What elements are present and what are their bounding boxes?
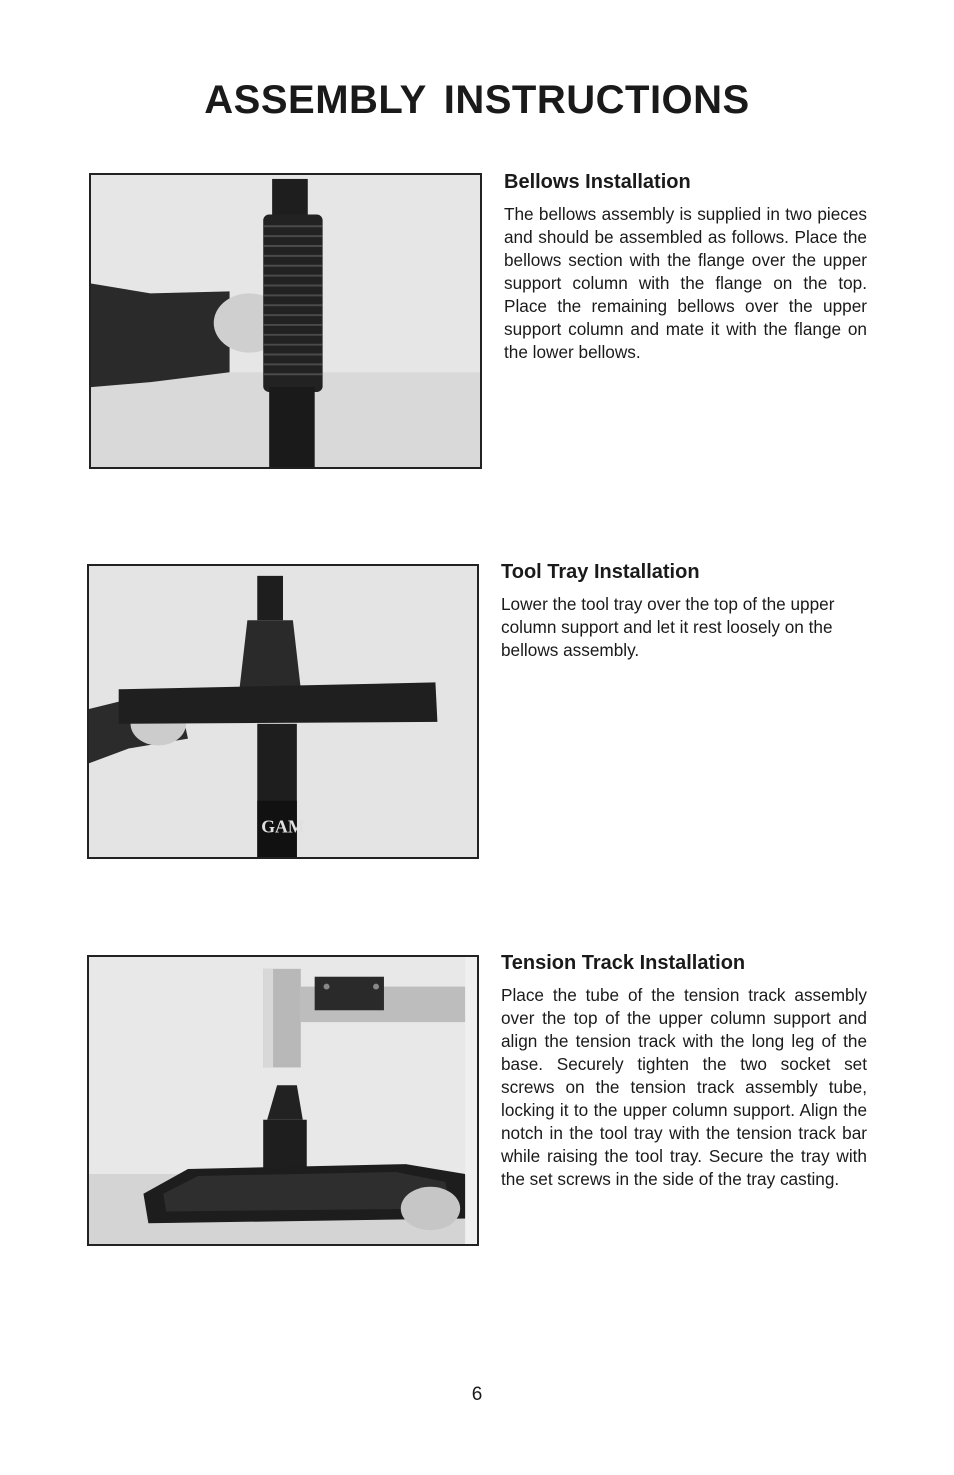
tool-tray-installation-section <box>501 561 867 662</box>
section-body: The bellows assembly is supplied in two pieces and should be assembled as follows. Place the bellows section with the flange over the upper support column with the flange on the top. Place the remaining bellows over the upper support column and mate it with the flange on the lower bellows. <box>504 204 867 362</box>
section-heading: Tension Track Installation <box>501 952 746 974</box>
tension-track-installation-photo <box>87 955 479 1246</box>
page-title: ASSEMBLY INSTRUCTIONS <box>204 78 750 122</box>
bellows-installation-photo <box>89 173 482 469</box>
bellows-installation-section <box>504 171 867 364</box>
column-label: GAM <box>261 816 305 837</box>
tension-track-installation-section <box>501 952 867 1191</box>
section-body: Place the tube of the tension track assembly over the top of the upper column support and align the tension track with the long leg of the base. Securely tighten the two socket set screws on the tension track assembly tube, locking it to the upper column support. Align the notch in the tool tray with the tension track bar while raising the tool tray. Secure the tray with the set screws in the side of the tray casting. <box>501 985 867 1189</box>
section-body: Lower the tool tray over the top of the upper column support and let it rest loosely on the bellows assembly. <box>501 594 835 660</box>
section-heading: Bellows Installation <box>504 171 691 193</box>
tool-tray-installation-photo <box>87 564 479 859</box>
section-heading: Tool Tray Installation <box>501 561 700 583</box>
page-number: 6 <box>471 1384 483 1405</box>
